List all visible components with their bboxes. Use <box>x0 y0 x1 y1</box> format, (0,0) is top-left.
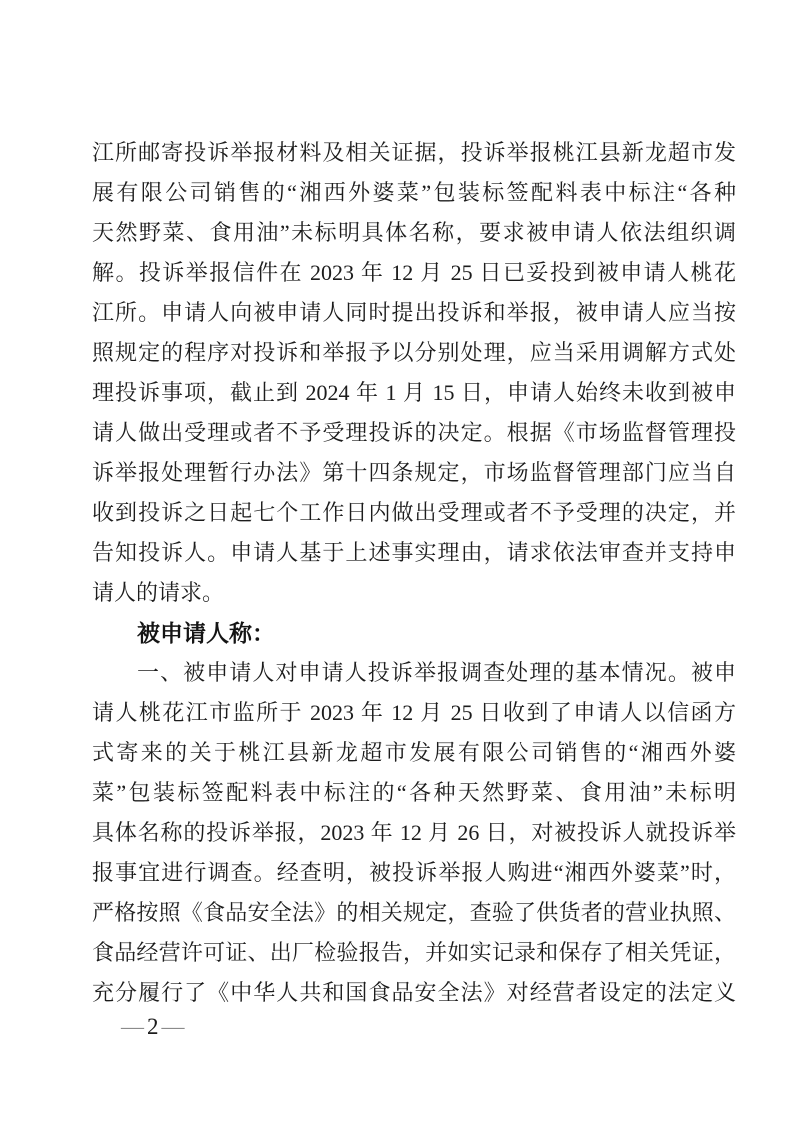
text-line: 报事宜进行调查。经查明，被投诉举报人购进“湘西外婆菜”时， <box>92 860 736 885</box>
text-line: 照规定的程序对投诉和举报予以分别处理，应当采用调解方式处 <box>92 340 736 365</box>
text-line: 式寄来的关于桃江县新龙超市发展有限公司销售的“湘西外婆 <box>92 740 736 765</box>
text-line: 请人做出受理或者不予受理投诉的决定。根据《市场监督管理投 <box>92 420 736 445</box>
text-line: 天然野菜、食用油”未标明具体名称，要求被申请人依法组织调 <box>92 220 736 245</box>
text-line: 江所邮寄投诉举报材料及相关证据，投诉举报桃江县新龙超市发 <box>92 140 736 165</box>
page-number-dash-right: — <box>161 1014 185 1039</box>
section-heading: 被申请人称： <box>137 620 275 646</box>
text-line: 一、被申请人对申请人投诉举报调查处理的基本情况。被申 <box>137 660 736 685</box>
text-line: 诉举报处理暂行办法》第十四条规定，市场监督管理部门应当自 <box>92 460 736 485</box>
text-line: 告知投诉人。申请人基于上述事实理由，请求依法审查并支持申 <box>92 540 736 565</box>
text-line: 严格按照《食品安全法》的相关规定，查验了供货者的营业执照、 <box>92 900 736 925</box>
text-line: 菜”包装标签配料表中标注的“各种天然野菜、食用油”未标明 <box>92 780 736 805</box>
text-line: 充分履行了《中华人共和国食品安全法》对经营者设定的法定义 <box>92 980 736 1005</box>
text-line: 食品经营许可证、出厂检验报告，并如实记录和保存了相关凭证， <box>92 940 736 965</box>
text-line: 请人桃花江市监所于 2023 年 12 月 25 日收到了申请人以信函方 <box>92 700 736 725</box>
text-line: 江所。申请人向被申请人同时提出投诉和举报，被申请人应当按 <box>92 300 736 325</box>
text-line: 收到投诉之日起七个工作日内做出受理或者不予受理的决定，并 <box>92 500 736 525</box>
document-body <box>92 133 736 1013</box>
text-line: 解。投诉举报信件在 2023 年 12 月 25 日已妥投到被申请人桃花 <box>92 260 736 285</box>
text-line: 请人的请求。 <box>92 580 225 605</box>
page-number-value: 2 <box>147 1014 159 1039</box>
page-number <box>121 1012 185 1042</box>
text-line: 具体名称的投诉举报，2023 年 12 月 26 日，对被投诉人就投诉举 <box>92 820 736 845</box>
text-line: 展有限公司销售的“湘西外婆菜”包装标签配料表中标注“各种 <box>92 180 736 205</box>
text-line: 理投诉事项，截止到 2024 年 1 月 15 日，申请人始终未收到被申 <box>92 380 736 405</box>
page-number-dash-left: — <box>121 1014 144 1039</box>
